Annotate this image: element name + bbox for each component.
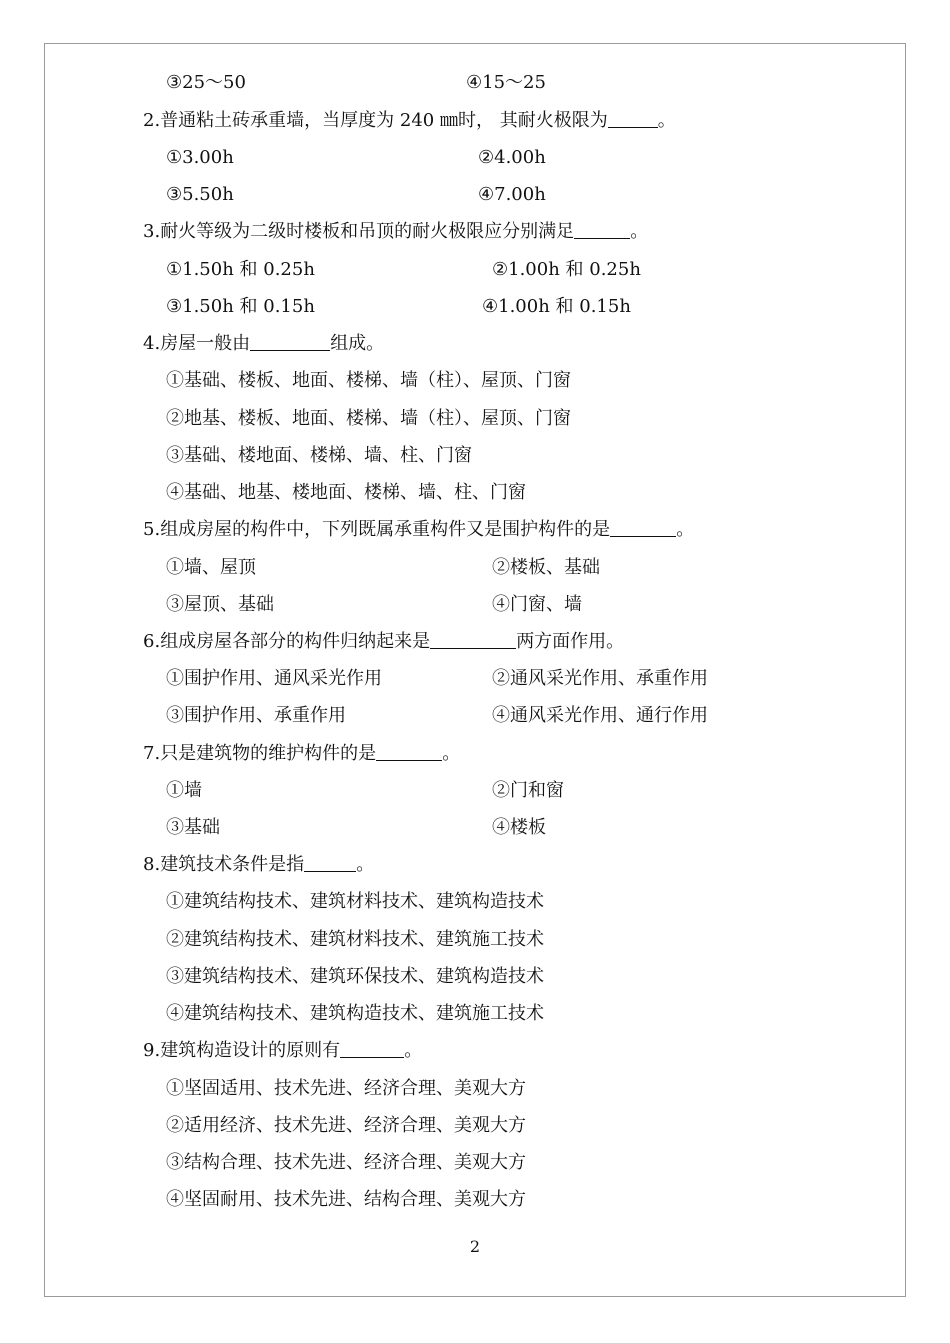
option-q3-3: ③1.50h 和 0.15h (166, 296, 315, 317)
answer-blank (430, 630, 516, 649)
answer-blank (376, 742, 442, 761)
answer-blank (608, 109, 658, 128)
question-4 (143, 332, 384, 356)
question-number: 4. (143, 333, 161, 354)
question-text-end: 。 (676, 519, 695, 540)
question-5 (143, 518, 694, 542)
question-text: 建筑技术条件是指 (160, 854, 305, 875)
question-text: 只是建筑物的维护构件的是 (160, 743, 377, 764)
option-q6-2: ②通风采光作用、承重作用 (492, 668, 708, 689)
option-q7-1: ①墙 (166, 780, 202, 801)
question-text: 普通粘土砖承重墙，当厚度为 240 ㎜时， 其耐火极限为 (160, 110, 608, 131)
question-3 (143, 220, 648, 244)
question-6 (143, 630, 624, 654)
question-2 (143, 109, 676, 133)
option-q7-2: ②门和窗 (492, 780, 564, 801)
question-number: 2. (143, 110, 161, 131)
question-text: 房屋一般由 (160, 333, 251, 354)
question-text: 建筑构造设计的原则有 (160, 1040, 341, 1061)
option-q2-1: ①3.00h (166, 147, 234, 168)
option-q4-4: ④基础、地基、楼地面、楼梯、墙、柱、门窗 (166, 482, 526, 503)
option-q5-2: ②楼板、基础 (492, 557, 600, 578)
option-q2-3: ③5.50h (166, 184, 234, 205)
question-number: 8. (143, 854, 161, 875)
option-q5-1: ①墙、屋顶 (166, 557, 256, 578)
question-number: 5. (143, 519, 161, 540)
question-8 (143, 853, 374, 877)
option-q9-1: ①坚固适用、技术先进、经济合理、美观大方 (166, 1078, 526, 1099)
option-q8-1: ①建筑结构技术、建筑材料技术、建筑构造技术 (166, 891, 544, 912)
answer-blank (574, 220, 630, 239)
option-q9-3: ③结构合理、技术先进、经济合理、美观大方 (166, 1152, 526, 1173)
option-q5-4: ④门窗、墙 (492, 594, 582, 615)
question-number: 3. (143, 221, 161, 242)
question-7 (143, 742, 460, 766)
question-9 (143, 1039, 422, 1063)
option-q4-3: ③基础、楼地面、楼梯、墙、柱、门窗 (166, 445, 472, 466)
option-q2-2: ②4.00h (478, 147, 546, 168)
answer-blank (250, 332, 330, 351)
question-number: 6. (143, 631, 161, 652)
option-q4-1: ①基础、楼板、地面、楼梯、墙（柱）、屋顶、门窗 (166, 370, 571, 391)
question-text-end: 。 (404, 1040, 423, 1061)
question-text-end: 两方面作用。 (516, 631, 625, 652)
question-text-end: 组成。 (330, 333, 385, 354)
option-q6-3: ③围护作用、承重作用 (166, 705, 346, 726)
option-q8-3: ③建筑结构技术、建筑环保技术、建筑构造技术 (166, 966, 544, 987)
option-q9-4: ④坚固耐用、技术先进、结构合理、美观大方 (166, 1189, 526, 1210)
option-q9-2: ②适用经济、技术先进、经济合理、美观大方 (166, 1115, 526, 1136)
question-text-end: 。 (630, 221, 649, 242)
question-number: 9. (143, 1040, 161, 1061)
question-text: 耐火等级为二级时楼板和吊顶的耐火极限应分别满足 (160, 221, 575, 242)
option-q1-3: ③25～50 (166, 72, 246, 93)
option-q3-1: ①1.50h 和 0.25h (166, 259, 315, 280)
question-text-end: 。 (442, 743, 461, 764)
question-text: 组成房屋各部分的构件归纳起来是 (160, 631, 431, 652)
option-q4-2: ②地基、楼板、地面、楼梯、墙（柱）、屋顶、门窗 (166, 408, 571, 429)
option-q1-4: ④15～25 (466, 72, 546, 93)
option-q7-4: ④楼板 (492, 817, 546, 838)
option-q7-3: ③基础 (166, 817, 220, 838)
page-number: 2 (469, 1237, 481, 1256)
answer-blank (304, 853, 356, 872)
option-q8-4: ④建筑结构技术、建筑构造技术、建筑施工技术 (166, 1003, 544, 1024)
option-q6-4: ④通风采光作用、通行作用 (492, 705, 708, 726)
question-number: 7. (143, 743, 161, 764)
option-q3-4: ④1.00h 和 0.15h (482, 296, 631, 317)
question-text-end: 。 (356, 854, 375, 875)
answer-blank (340, 1039, 404, 1058)
option-q5-3: ③屋顶、基础 (166, 594, 274, 615)
question-text: 组成房屋的构件中，下列既属承重构件又是围护构件的是 (160, 519, 611, 540)
answer-blank (610, 518, 676, 537)
option-q6-1: ①围护作用、通风采光作用 (166, 668, 382, 689)
option-q3-2: ②1.00h 和 0.25h (492, 259, 641, 280)
option-q2-4: ④7.00h (478, 184, 546, 205)
option-q8-2: ②建筑结构技术、建筑材料技术、建筑施工技术 (166, 929, 544, 950)
question-text-end: 。 (657, 110, 676, 131)
